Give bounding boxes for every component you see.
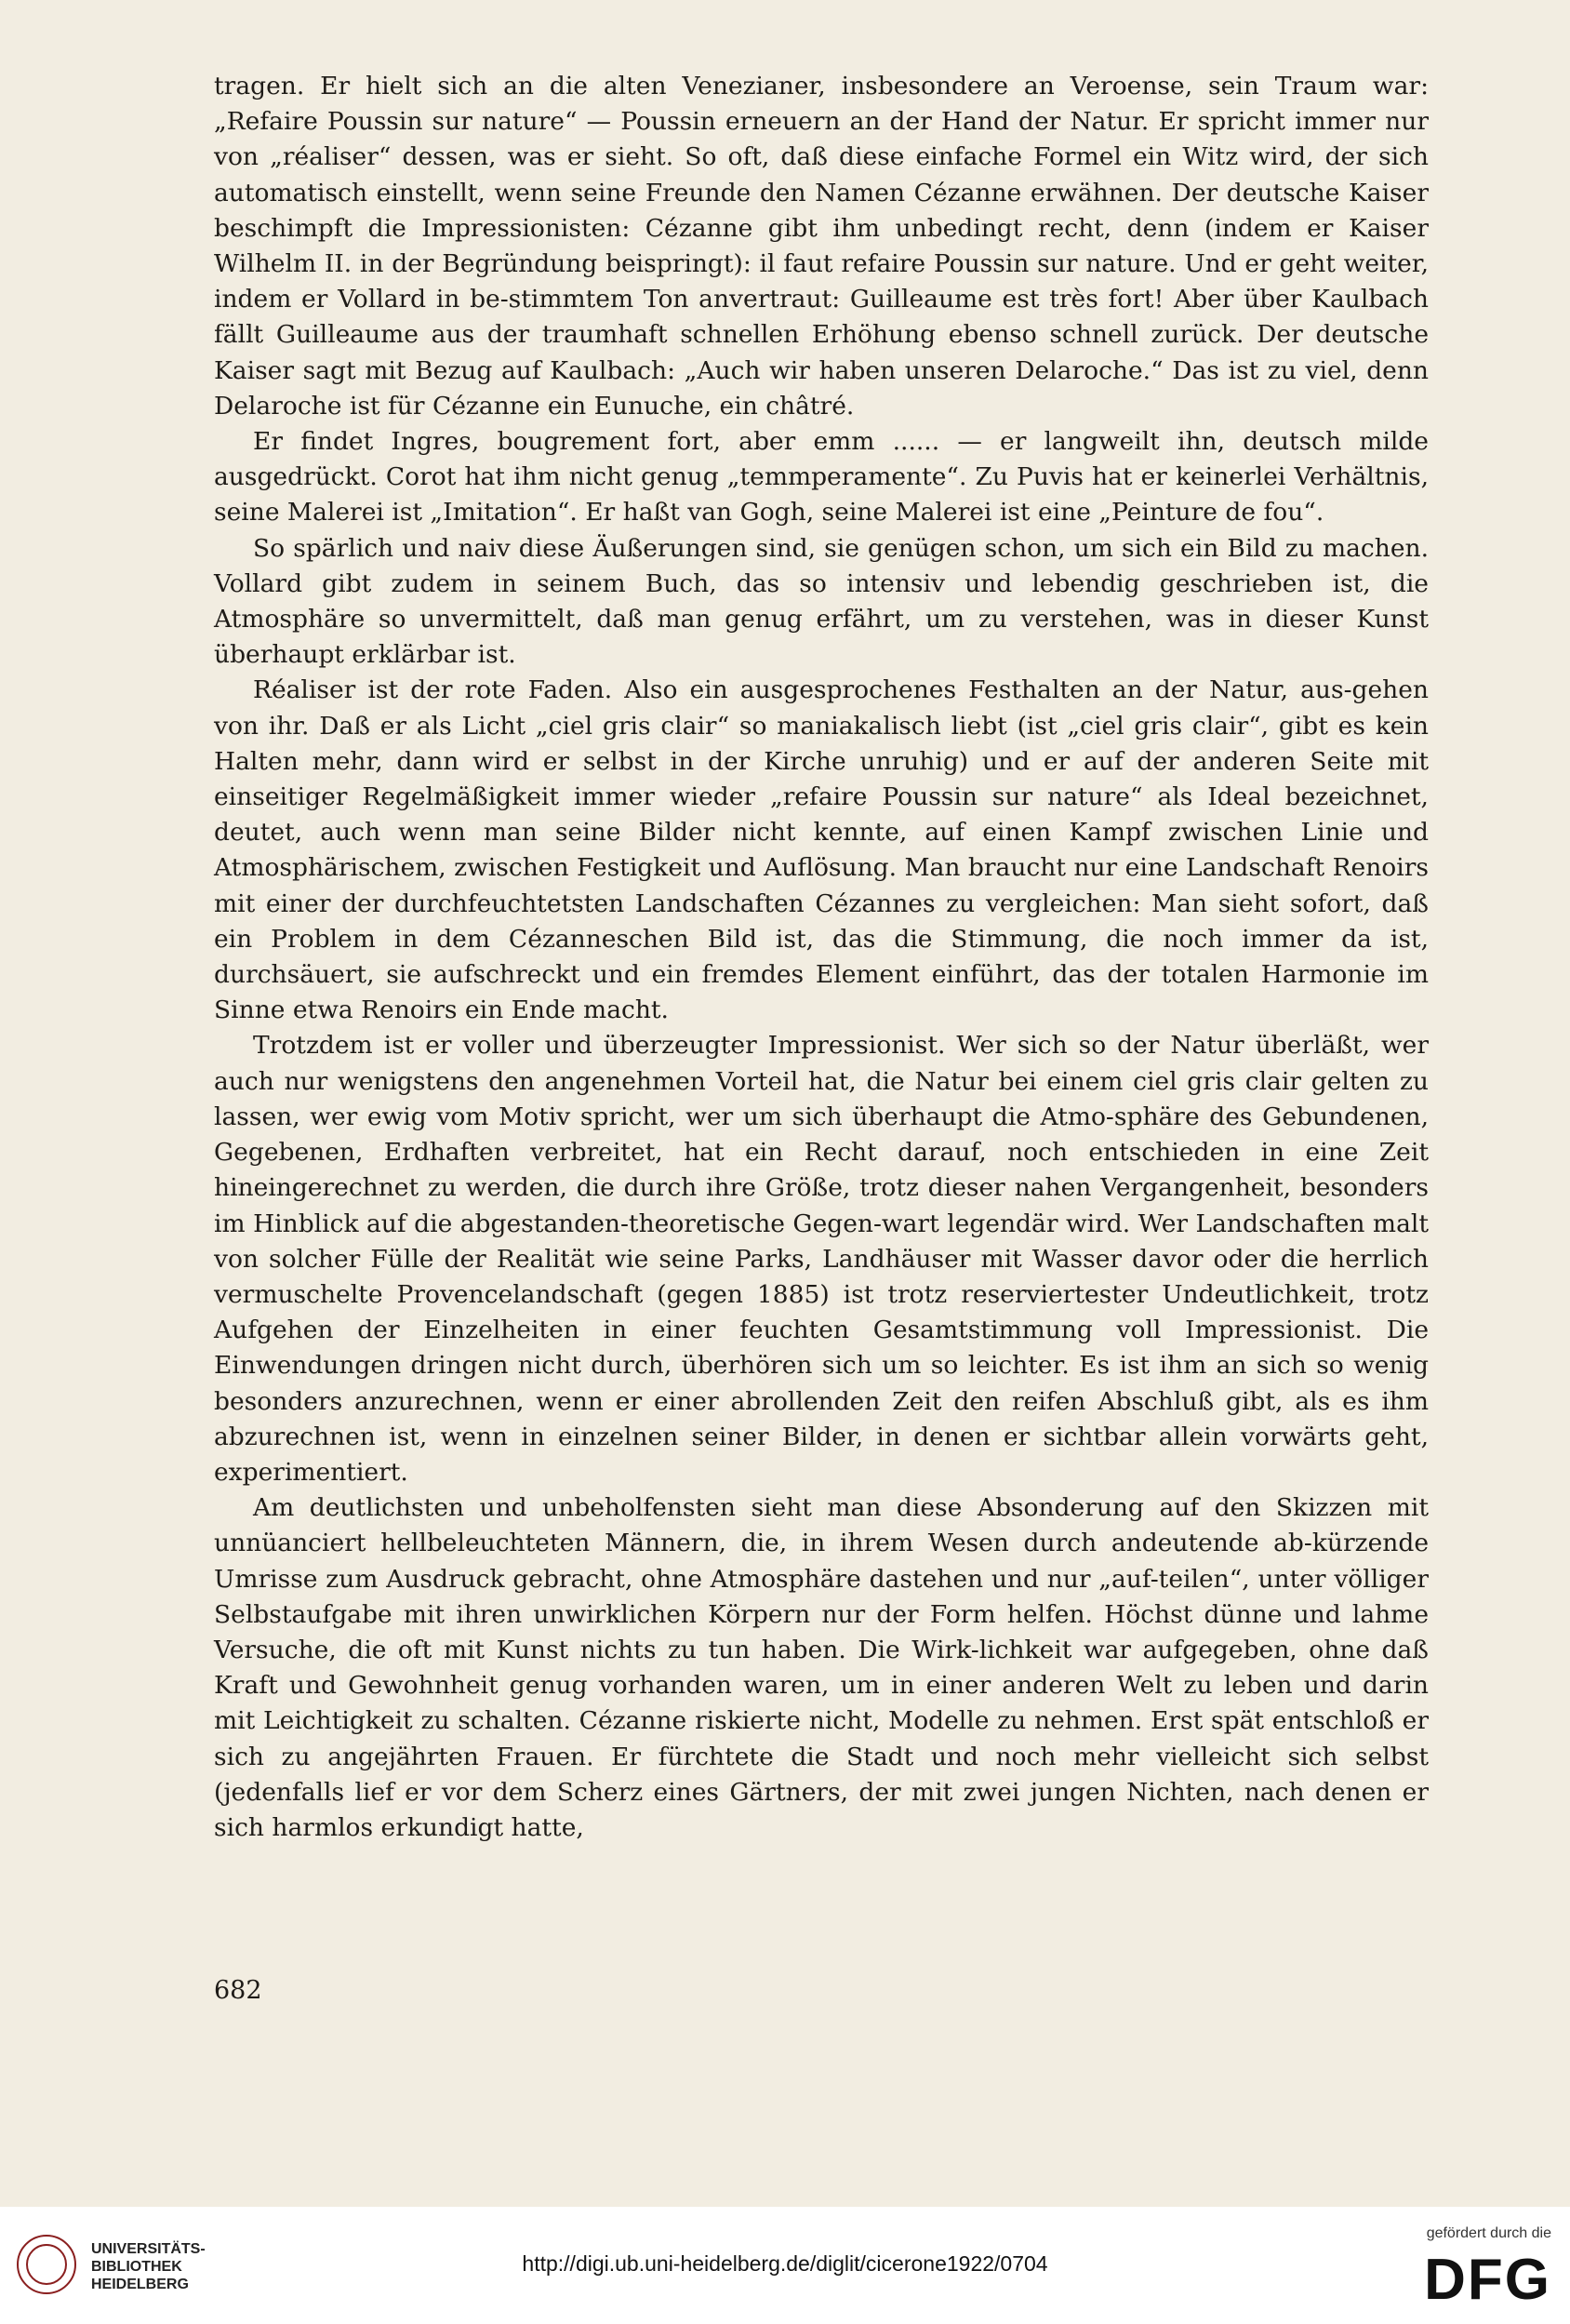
dfg-logo[interactable]: DFG bbox=[1424, 2248, 1551, 2312]
paragraph-3: So spärlich und naiv diese Äußerungen sind, sie genügen schon, um sich ein Bild zu machen. Vollard gibt zudem in seinem Buch, das so intensiv und lebendig geschrieben ist, die Atmosphäre so unvermittelt, daß man genug erfährt, um zu verstehen, was in dieser Kunst überhaupt erklärbar ist. bbox=[214, 533, 1429, 670]
paragraph-5: Trotzdem ist er voller und überzeugter Impressionist. Wer sich so der Natur überläßt, wer auch nur wenigstens den angenehmen Vorteil hat, die Natur bei einem ciel gris clair gelten zu lassen, wer ewig vom Motiv spricht, wer um sich überhaupt die Atmo-sphäre des Gebundenen, Gegebenen, Erdhaften verbreitet, hat ein Recht darauf, noch entschieden in eine Zeit hineingerechnet zu werden, die durch ihre Größe, trotz dieser nahen Vergangenheit, besonders im Hinblick auf die abgestanden-theoretische Gegen-wart legendär wird. Wer Landschaften malt von solcher Fülle der Realität wie seine Parks, Landhäuser mit Wasser davor oder die herrlich vermuschelte Provencelandschaft (gegen 1885) ist trotz reserviertester Undeutlichkeit, trotz Aufgehen der Einzelheiten in einer feuchten Gesamtstimmung voll Impressionist. Die Einwendungen dringen nicht durch, überhören sich um so leichter. Es ist ihm an sich so wenig besonders anzurechnen, wenn er einer abrollenden Zeit den reifen Abschluß gibt, als es ihm abzurechnen ist, wenn in einzelnen seiner Bilder, in denen er sichtbar allein vorwärts geht, experimentiert. bbox=[214, 1031, 1429, 1487]
digitization-footer bbox=[0, 2207, 1570, 2324]
paragraph-1: tragen. Er hielt sich an die alten Venezianer, insbesondere an Veroense, sein Traum war: „Refaire Poussin sur nature“ — Poussin erneuern an der Hand der Natur. Er spricht immer nur von „réaliser“ dessen, was er sieht. So oft, daß diese einfache Formel ein Witz wird, der sich automatisch einstellt, wenn seine Freunde den Namen Cézanne erwähnen. Der deutsche Kaiser beschimpft die Impressionisten: Cézanne gibt ihm unbedingt recht, denn (indem er Kaiser Wilhelm II. in der Begründung beispringt): il faut refaire Poussin sur nature. Und er geht weiter, indem er Vollard in be-stimmtem Ton anvertraut: Guilleaume est très fort! Aber über Kaulbach fällt Guilleaume aus der traumhaft schnellen Erhöhung ebenso schnell zurück. Der deutsche Kaiser sagt mit Bezug auf Kaulbach: „Auch wir haben unseren Delaroche.“ Das ist zu viel, denn Delaroche ist für Cézanne ein Eunuche, ein châtré. bbox=[214, 72, 1429, 421]
funding-caption: gefördert durch die bbox=[1426, 2225, 1551, 2241]
paragraph-6: Am deutlichsten und unbeholfensten sieht man diese Absonderung auf den Skizzen mit unnüanciert hellbeleuchteten Männern, die, in ihrem Wesen durch andeutende ab-kürzende Umrisse zum Ausdruck gebracht, ohne Atmosphäre dastehen und nur „auf-teilen“, unter völliger Selbstaufgabe mit ihren unwirklichen Körpern nur der Form helfen. Höchst dünne und lahme Versuche, die oft mit Kunst nichts zu tun haben. Die Wirk-lichkeit war aufgegeben, ohne daß Kraft und Gewohnheit genug vorhanden waren, um in einer anderen Welt zu leben und darin mit Leichtigkeit zu schalten. Cézanne riskierte nicht, Modelle zu nehmen. Erst spät entschloß er sich zu angejährten Frauen. Er fürchtete die Stadt und noch mehr vielleicht sich selbst (jedenfalls lief er vor dem Scherz eines Gärtners, der mit zwei jungen Nichten, nach denen er sich harmlos erkundigt hatte, bbox=[214, 1493, 1429, 1842]
institution-line-2: BIBLIOTHEK bbox=[91, 2259, 182, 2275]
paragraph-4: Réaliser ist der rote Faden. Also ein ausgesprochenes Festhalten an der Natur, aus-gehen von ihr. Daß er als Licht „ciel gris clair“ so maniakalisch liebt (ist „ciel gris clair“, gibt es kein Halten mehr, dann wird er selbst in der Kirche unruhig) und er auf der anderen Seite mit einseitiger Regelmäßigkeit immer wieder „refaire Poussin sur nature“ als Ideal bezeichnet, deutet, auch wenn man seine Bilder nicht kennte, auf einen Kampf zwischen Linie und Atmosphärischem, zwischen Festigkeit und Auflösung. Man braucht nur eine Landschaft Renoirs mit einer der durchfeuchtetsten Landschaften Cézannes zu vergleichen: Man sieht sofort, daß ein Problem in dem Cézanneschen Bild ist, das die Stimmung, die noch immer da ist, durchsäuert, sie aufschreckt und ein fremdes Element einführt, das der totalen Harmonie im Sinne etwa Renoirs ein Ende macht. bbox=[214, 675, 1429, 1025]
article-text bbox=[214, 69, 1429, 1846]
institution-line-3: HEIDELBERG bbox=[91, 2277, 189, 2292]
institution-line-1: UNIVERSITÄTS- bbox=[91, 2241, 206, 2257]
permalink-url[interactable]: http://digi.ub.uni-heidelberg.de/diglit/cicerone1922/0704 bbox=[522, 2251, 1048, 2276]
paragraph-2: Er findet Ingres, bougrement fort, aber emm ...... — er langweilt ihn, deutsch milde ausgedrückt. Corot hat ihm nicht genug „temmperamente“. Zu Puvis hat er keinerlei Verhältnis, seine Malerei ist „Imitation“. Er haßt van Gogh, seine Malerei ist eine „Peinture de fou“. bbox=[214, 427, 1429, 528]
funder-block bbox=[1365, 2224, 1551, 2317]
page-number: 682 bbox=[214, 1976, 262, 2005]
